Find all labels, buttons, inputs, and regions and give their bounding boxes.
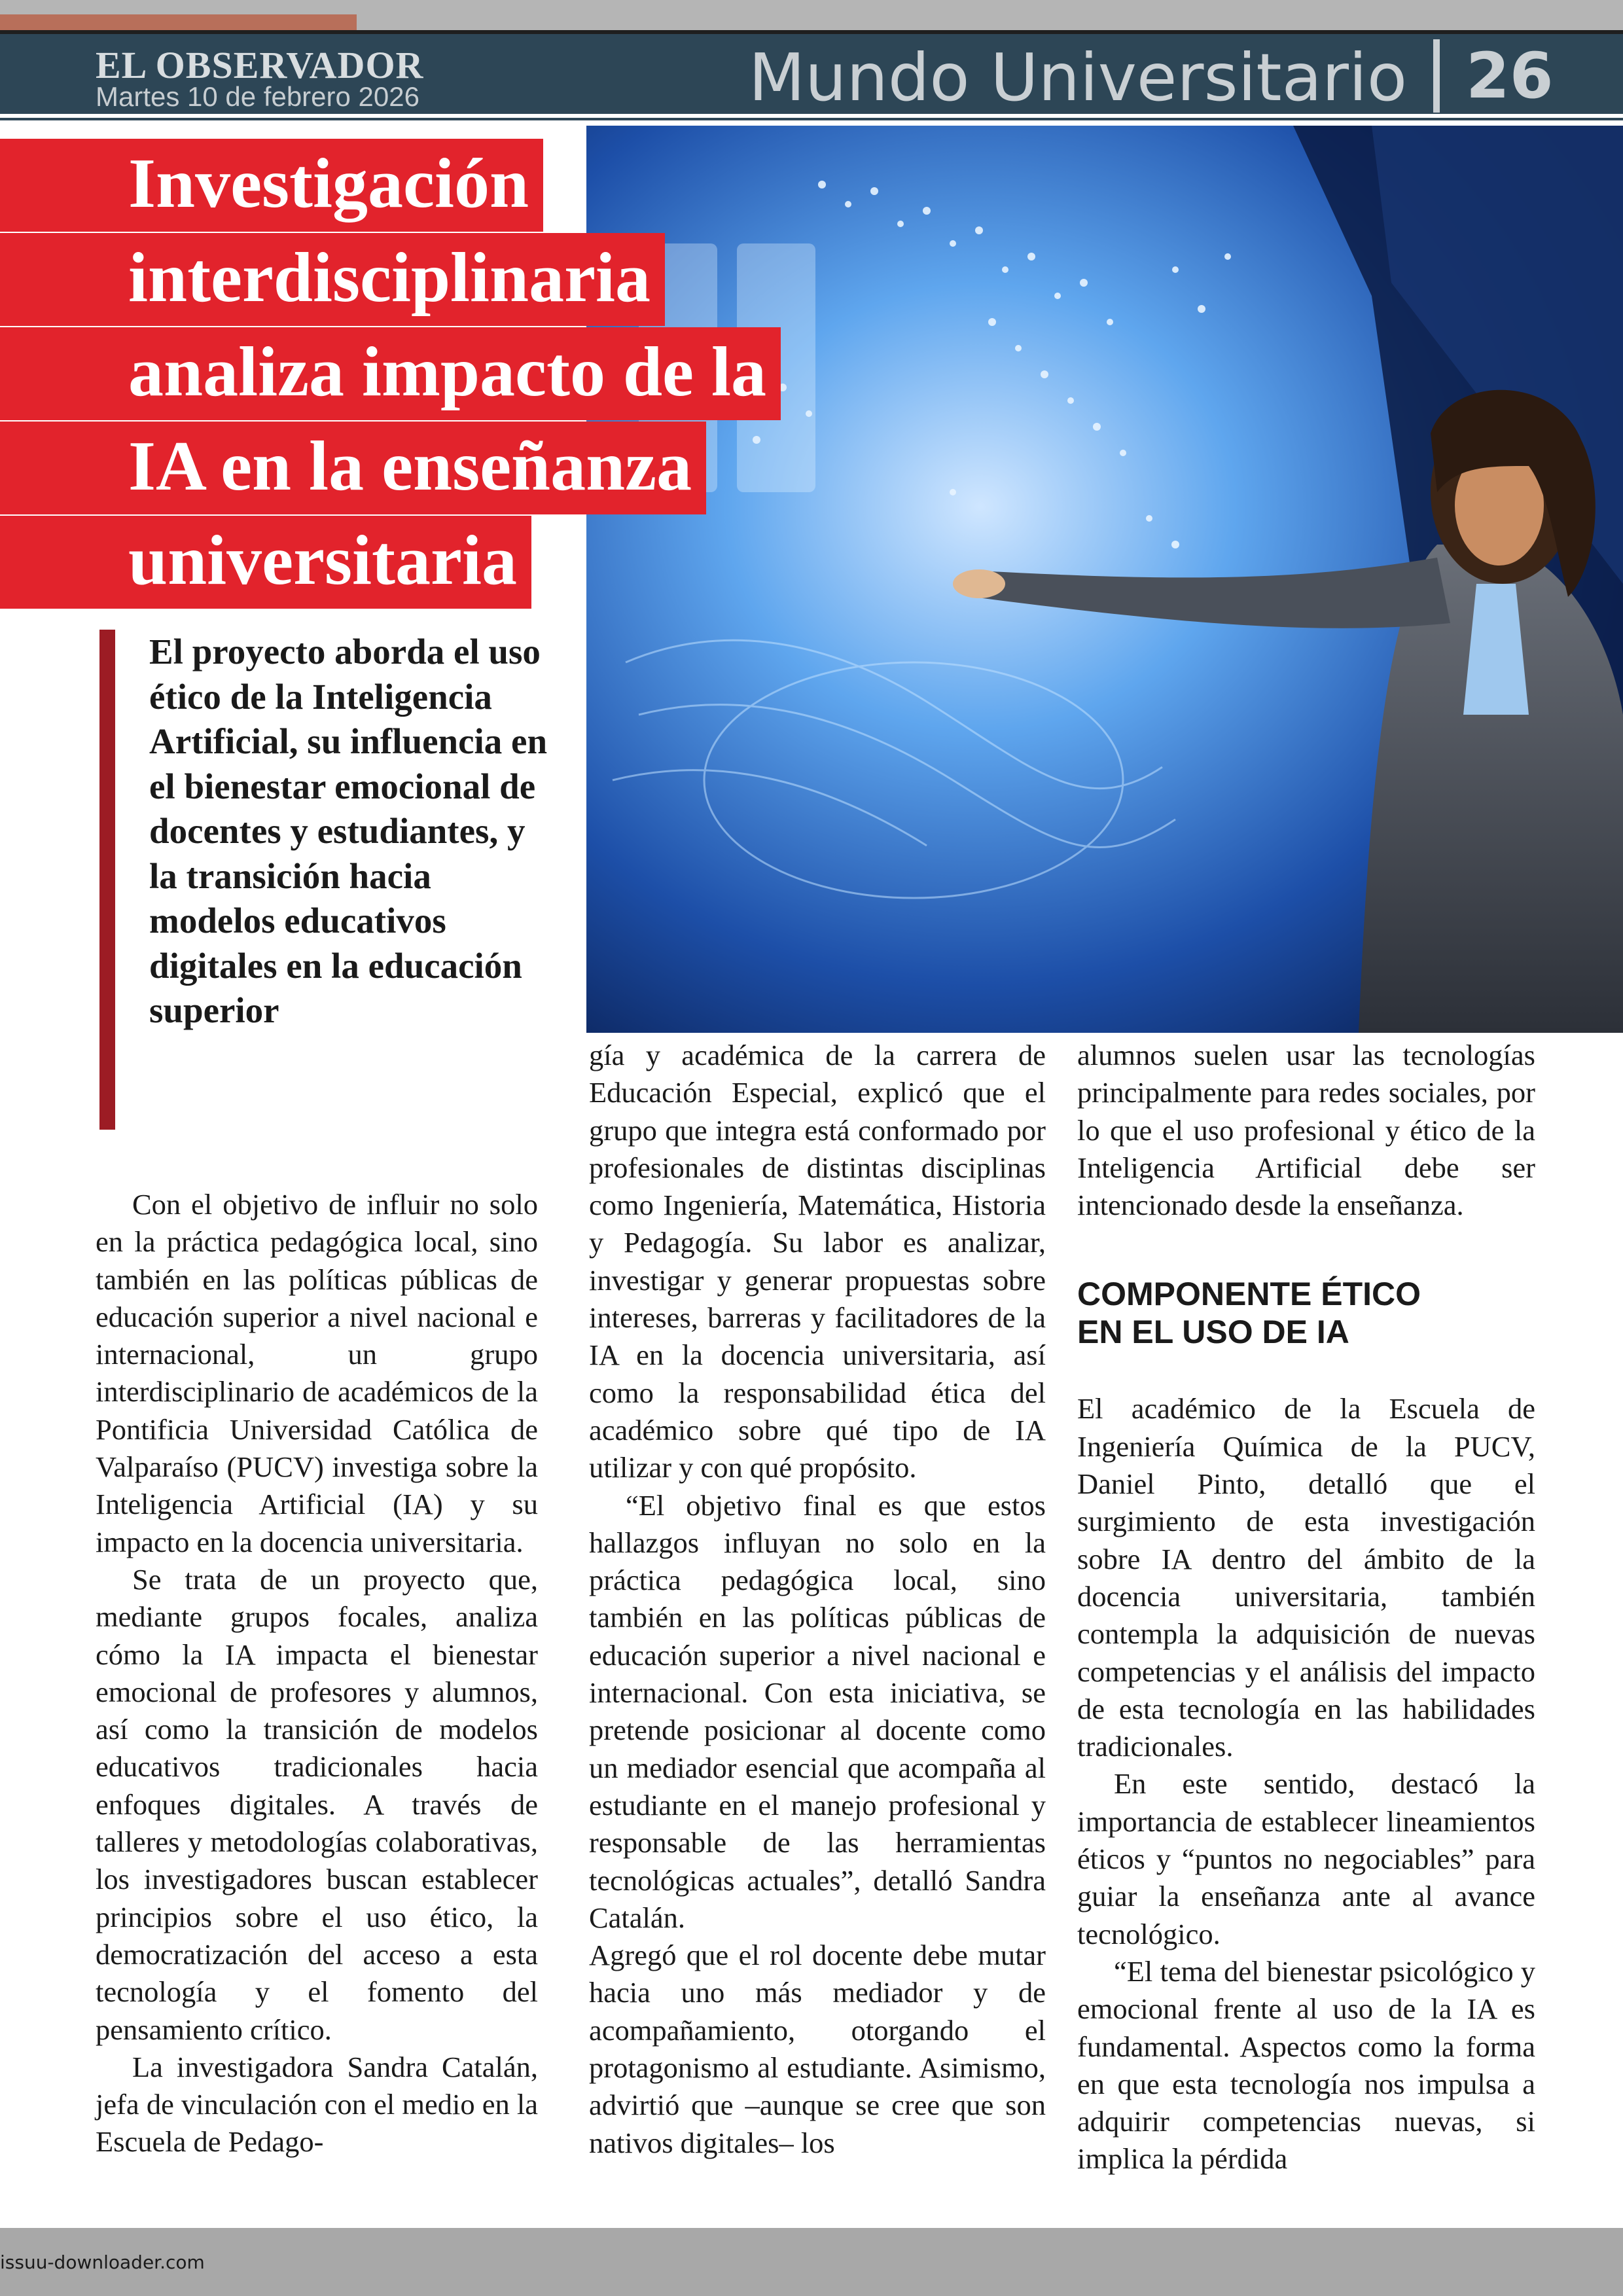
deck-text: El proyecto aborda el uso ético de la Inteligencia Artificial, su influencia en el bienestar emocional de docentes y estudiantes, y la transición hacia modelos educativos digitales en la educación superior [149,632,548,1030]
body-paragraph: Con el objetivo de influir no solo en la práctica pedagógica local, sino también en las políticas públicas de educación superior a nivel nacional e internacional, un grupo interdisciplinario de académicos de la Pontificia Universidad Católica de Valparaíso (PUCV) investiga sobre la Inteligencia Artificial (IA) y su impacto en la docencia universitaria. [96,1188,538,1558]
issue-date: Martes 10 de febrero 2026 [96,81,419,112]
headline-line-5: universitaria [0,516,531,609]
body-paragraph: En este sentido, destacó la importancia de establecer lineamientos éticos y “puntos no negociables” para guiar la enseñanza ante al avance tecnológico. [1077,1767,1535,1950]
deck-accent-bar [99,630,115,1130]
body-paragraph: La investigadora Sandra Catalán, jefa de vinculación con el medio en la Escuela de Pedago- [96,2050,538,2159]
header-divider [1433,39,1440,113]
headline [0,139,864,609]
body-paragraph: gía y académica de la carrera de Educación Especial, explicó que el grupo que integra está conformado por profesionales de distintas disciplinas como Ingeniería, Matemática, Historia y Pedagogía. Su labor es analizar, investigar y generar propuestas sobre intereses, barreras y facilitadores de la IA en la docencia universitaria, así como la responsabilidad ética del académico sobre qué tipo de IA utilizar y con qué propósito. [589,1039,1046,1484]
top-strip [0,0,1623,30]
article-column-3 [1077,1037,1535,2178]
section-title: Mundo Universitario [748,39,1407,116]
article-deck [99,630,558,1033]
headline-line-4: IA en la enseñanza [0,422,706,514]
headline-line-3: analiza impacto de la [0,327,781,420]
body-paragraph: “El tema del bienestar psicológico y emocional frente al uso de la IA es fundamental. Aspectos como la forma en que esta tecnología nos impulsa a adquirir competencias nuevas, si implica la pérdida [1077,1954,1535,2176]
header-rule [0,118,1623,120]
body-paragraph: “El objetivo final es que estos hallazgos influyan no solo en la práctica pedagógica local, sino también en las políticas públicas de educación superior a nivel nacional e internacional. Con esta iniciativa, se pretende posicionar al docente como un mediador esencial que acompaña al estudiante en el manejo profesional y responsable de las herramientas tecnológicas actuales”, detalló Sandra Catalán. [589,1488,1046,1934]
article-column-2 [589,1037,1046,2162]
page-footer [0,2228,1623,2296]
subhead-line-1: COMPONENTE ÉTICO [1077,1276,1421,1313]
subhead-line-2: EN EL USO DE IA [1077,1314,1349,1351]
body-paragraph: El académico de la Escuela de Ingeniería Química de la PUCV, Daniel Pinto, detalló que el surgimiento de esta investigación sobre IA dentro del ámbito de la docencia universitaria, también contempla la adquisición de nuevas competencias y el análisis del impacto de esta tecnología en las habilidades tradicionales. [1077,1392,1535,1763]
body-paragraph: Se trata de un proyecto que, mediante grupos focales, analiza cómo la IA impacta el bienestar emocional de profesores y alumnos, así como la transición de modelos educativos tradicionales hacia enfoques digitales. A través de talleres y metodologías colaborativas, los investigadores buscan establecer principios sobre el uso ético, la democratización del acceso a esta tecnología y el fomento del pensamiento crítico. [96,1562,538,2046]
footer-source: issuu-downloader.com [0,2251,205,2273]
headline-line-2: interdisciplinaria [0,233,665,326]
page-number: 26 [1466,39,1554,113]
article-column-1 [96,1186,538,2161]
section-subhead [1077,1275,1535,1351]
body-paragraph: Agregó que el rol docente debe mutar hacia uno más mediador y de acompañamiento, otorgando el protagonismo al estudiante. Asimismo, advirtió que –aunque se cree que son nativos digitales– los [589,1939,1046,2159]
page-header [0,30,1623,114]
top-accent-bar [0,14,357,30]
body-paragraph: alumnos suelen usar las tecnologías principalmente para redes sociales, por lo que el uso profesional y ético de la Inteligencia Artificial debe ser intencionado desde la enseñanza. [1077,1039,1535,1222]
headline-line-1: Investigación [0,139,543,232]
newspaper-name: EL OBSERVADOR [96,44,424,86]
